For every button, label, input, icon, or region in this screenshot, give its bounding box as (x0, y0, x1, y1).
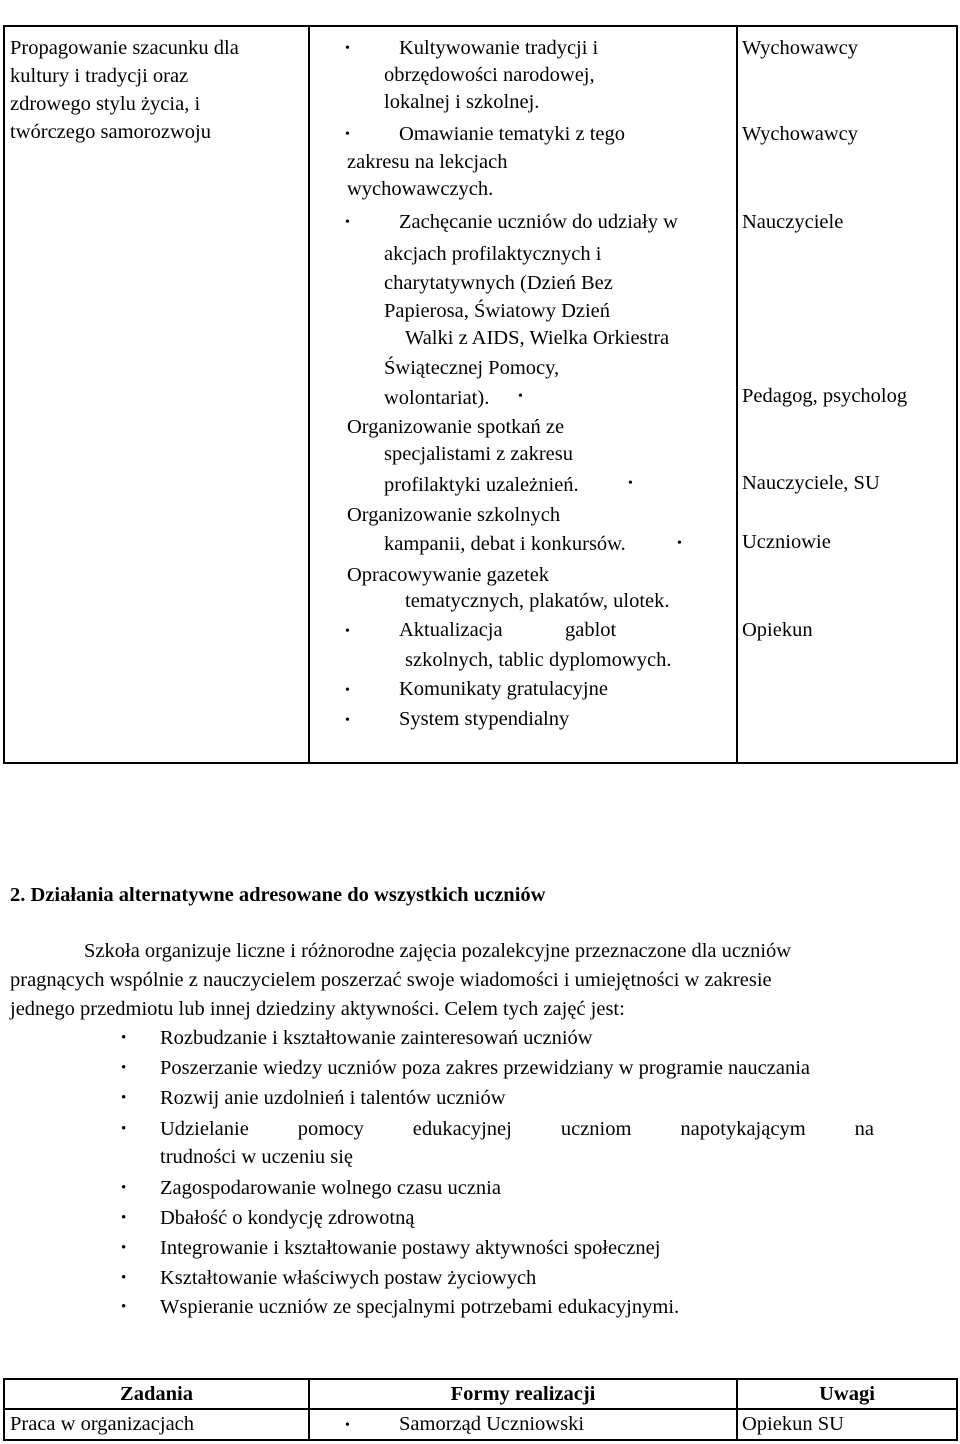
table-1-divider-2 (736, 25, 738, 764)
table-2-header: Formy realizacji (450, 1383, 596, 1405)
table-1-col3-line: Opiekun (742, 619, 813, 641)
bullet-icon: • (121, 1030, 127, 1046)
table-1-col2-line: System stypendialny (399, 708, 570, 730)
bullet-icon: • (345, 713, 350, 728)
list-item: Udzielanie pomocy edukacyjnej uczniom napotykającym na (160, 1118, 874, 1140)
bullet-icon: • (121, 1090, 127, 1106)
table-1-col2-line: Organizowanie szkolnych (347, 504, 561, 526)
table-1-col2-line: Świątecznej Pomocy, (384, 357, 560, 379)
table-1-col2-line: wolontariat). (384, 387, 490, 409)
table-1-col2-line: charytatywnych (Dzień Bez (384, 272, 613, 294)
table-1-col2-line: Aktualizacja (399, 619, 503, 641)
table-1-col2-line: Organizowanie spotkań ze (347, 416, 565, 438)
table-1-col2-line: Kultywowanie tradycji i (399, 37, 599, 59)
bullet-icon: • (345, 683, 350, 698)
table-1-col2-line: zakresu na lekcjach (347, 151, 508, 173)
bullet-icon: • (121, 1060, 127, 1076)
table-1-col3-line: Wychowawcy (742, 123, 859, 145)
section-heading: 2. Działania alternatywne adresowane do wszystkich uczniów (10, 884, 546, 906)
bullet-icon: • (121, 1299, 127, 1315)
list-item: Zagospodarowanie wolnego czasu ucznia (160, 1177, 501, 1199)
table-1-divider-1 (308, 25, 310, 764)
bullet-icon: • (121, 1270, 127, 1286)
list-item: Integrowanie i kształtowanie postawy aktywności społecznej (160, 1237, 661, 1259)
bullet-icon: • (628, 476, 633, 491)
list-item: trudności w uczeniu się (160, 1146, 353, 1168)
table-1-col2-line: Walki z AIDS, Wielka Orkiestra (405, 327, 670, 349)
list-item: Wspieranie uczniów ze specjalnymi potrzebami edukacyjnymi. (160, 1296, 680, 1318)
table-1-col2-line: Papierosa, Światowy Dzień (384, 300, 611, 322)
bullet-icon: • (121, 1121, 127, 1137)
bullet-icon: • (121, 1210, 127, 1226)
paragraph-line: Szkoła organizuje liczne i różnorodne zajęcia pozalekcyjne przeznaczone dla uczniów (84, 940, 792, 962)
bullet-icon: • (121, 1180, 127, 1196)
list-item: Rozwij anie uzdolnień i talentów uczniów (160, 1087, 506, 1109)
bullet-icon: • (518, 389, 523, 404)
table-1-col2-line: akcjach profilaktycznych i (384, 243, 602, 265)
table-1-col2-line: gablot (565, 619, 617, 641)
list-item: Poszerzanie wiedzy uczniów poza zakres przewidziany w programie nauczania (160, 1057, 810, 1079)
table-2-border-bottom (3, 1439, 958, 1441)
paragraph-line: jednego przedmiotu lub innej dziedziny aktywności. Celem tych zajęć jest: (10, 998, 625, 1020)
table-1-col2-line: Opracowywanie gazetek (347, 564, 550, 586)
bullet-icon: • (345, 1418, 350, 1433)
paragraph-line: pragnących wspólnie z nauczycielem poszerzać swoje wiadomości i umiejętności w zakresie (10, 969, 772, 991)
table-1-border-bottom (3, 762, 958, 764)
table-1-col1-line: twórczego samorozwoju (10, 121, 211, 143)
table-1-col2-line: obrzędowości narodowej, (384, 64, 595, 86)
list-item: Dbałość o kondycję zdrowotną (160, 1207, 415, 1229)
table-1-col2-line: szkolnych, tablic dyplomowych. (405, 649, 672, 671)
list-item: Kształtowanie właściwych postaw życiowych (160, 1267, 537, 1289)
table-1-col2-line: lokalnej i szkolnej. (384, 91, 540, 113)
table-2-border-right (956, 1378, 958, 1441)
bullet-icon: • (121, 1240, 127, 1256)
table-2-header: Uwagi (819, 1383, 875, 1405)
table-2-cell: Praca w organizacjach (10, 1413, 195, 1435)
table-1-col2-line: wychowawczych. (347, 178, 494, 200)
table-1-col2-line: tematycznych, plakatów, ulotek. (405, 590, 670, 612)
table-1-col2-line: specjalistami z zakresu (384, 443, 573, 465)
table-1-col1-line: Propagowanie szacunku dla (10, 37, 239, 59)
bullet-icon: • (345, 624, 350, 639)
table-1-col1-line: zdrowego stylu życia, i (10, 93, 201, 115)
table-2-cell: Samorząd Uczniowski (399, 1413, 585, 1435)
bullet-icon: • (345, 215, 350, 230)
table-1-col2-line: Zachęcanie uczniów do udziały w (399, 211, 678, 233)
list-item: Rozbudzanie i kształtowanie zainteresowań uczniów (160, 1027, 593, 1049)
table-1-col2-line: Omawianie tematyki z tego (399, 123, 625, 145)
table-1-col1-line: kultury i tradycji oraz (10, 65, 189, 87)
table-1-border-top (3, 25, 958, 27)
table-1-col2-line: Komunikaty gratulacyjne (399, 678, 608, 700)
table-1-col2-line: profilaktyki uzależnień. (384, 474, 579, 496)
bullet-icon: • (345, 41, 350, 56)
table-1-col3-line: Wychowawcy (742, 37, 859, 59)
table-2-cell: Opiekun SU (742, 1413, 844, 1435)
table-2-header: Zadania (120, 1383, 193, 1405)
table-1-col3-line: Pedagog, psycholog (742, 385, 908, 407)
table-1-col2-line: kampanii, debat i konkursów. (384, 533, 626, 555)
table-1-border-right (956, 25, 958, 764)
table-1-col3-line: Uczniowie (742, 531, 831, 553)
table-1-col3-line: Nauczyciele (742, 211, 844, 233)
bullet-icon: • (677, 536, 682, 551)
bullet-icon: • (345, 127, 350, 142)
table-1-border-left (3, 25, 5, 764)
table-1-col3-line: Nauczyciele, SU (742, 472, 880, 494)
